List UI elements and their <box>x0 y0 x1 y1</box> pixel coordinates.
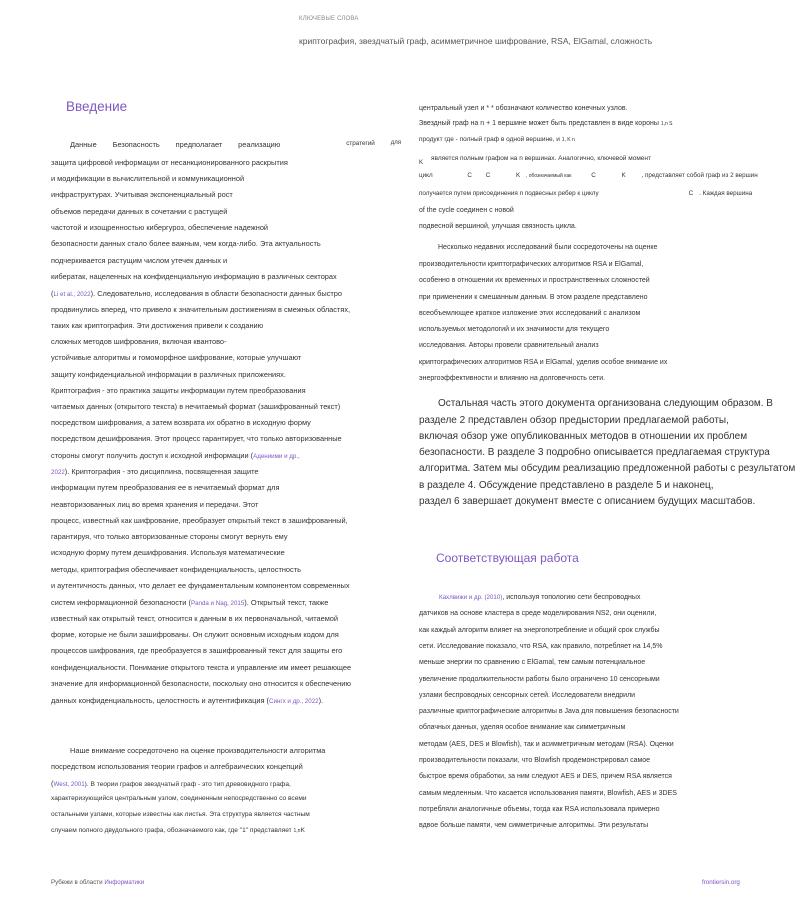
intro-line: форме, которые не были зашифрованы. Он служит основным исходным кодом для <box>51 630 339 639</box>
citation-link[interactable]: West, 2001 <box>53 781 85 788</box>
outline-line: разделе 2 представлен обзор предыстории предлагаемой работы, <box>419 415 729 426</box>
eval-line: всеобъемлющее краткое изложение этих исследований с анализом <box>419 310 641 317</box>
intro-lead-row <box>51 140 401 149</box>
cycle-line: цикл C C K , обозначаемый как C K , представляет собой граф из 2 вершин <box>419 172 758 179</box>
intro-line: кибератак, нацеленных на конфиденциальную информацию в различных секторах <box>51 272 337 281</box>
intro-line: и аутентичность данных, что делает ее фундаментальным компонентом современных <box>51 581 350 590</box>
related-line: потребляли аналогичные объемы, тогда как RSA использовала примерно <box>419 806 660 813</box>
lead-word: Данные <box>70 140 97 149</box>
outline-line: включая обзор уже опубликованных методов в отношении их проблем <box>419 431 748 442</box>
intro-line-cite: 2022). Криптография - это дисциплина, посвященная защите <box>51 467 259 476</box>
para2-line: случаем полного двудольного графа, обозначаемого как, где "1" представляет 1,nK <box>51 827 305 834</box>
eval-line: используемых методологий и их значимости для текущего <box>419 326 610 333</box>
intro-line: продвинулись вперед, что привело к значительным достижениям в смежных областях, <box>51 305 351 314</box>
para2-line: характеризующийся центральным узлом, соединенным непосредственно со всеми <box>51 795 307 802</box>
citation-link[interactable]: Li et al., 2022 <box>53 291 91 298</box>
related-line: как каждый алгоритм влияет на энергопотребление и общий срок службы <box>419 627 660 634</box>
star-line: Звездный граф на n + 1 вершине может быть представлен в виде короны 1,n S <box>419 120 673 127</box>
math-symbol: 1, K n <box>561 137 575 143</box>
eval-line: при применении к смешанным данным. В этом разделе представлено <box>419 294 648 301</box>
outline-line: в разделе 4. Обсуждение представлено в разделе 5 и наконец, <box>419 480 714 491</box>
lead-word: Безопасность <box>112 140 160 149</box>
intro-line: защита цифровой информации от несанкционированного раскрытия <box>51 158 288 167</box>
intro-line: информации путем преобразования ее в нечитаемый формат для <box>51 483 280 492</box>
intro-line: процессов шифрования, где преобразуется в зашифрованный текст для защиты его <box>51 646 343 655</box>
star-line: подвесной вершиной, улучшая связность цикла. <box>419 223 577 230</box>
cycle-line: получается путем присоединения n подвесных ребер к циклу C . Каждая вершина <box>419 190 753 197</box>
related-line-cite: Кахлвижи и др. (2010), используя топологию сети беспроводных <box>439 594 641 601</box>
eval-line: криптографических алгоритмов RSA и ElGamal, уделив особое внимание их <box>419 359 668 366</box>
intro-line-cite: (Li et al., 2022). Следовательно, исследования в области безопасности данных быстро <box>51 289 342 298</box>
citation-link[interactable]: Panda и Nag, 2015 <box>190 600 245 607</box>
related-line: методам (AES, DES и Blowfish), так и асимметричным методам (RSA). Оценки <box>419 741 674 748</box>
related-line: самым медленным. Что касается использования памяти, Blowfish, AES и 3DES <box>419 790 677 797</box>
math-symbol: K <box>300 827 305 834</box>
outline-line: алгоритма. Затем мы обсудим реализацию предложенной работы с результатом <box>419 463 796 474</box>
intro-line: неавторизованных лиц во время хранения и передачи. Этот <box>51 500 259 509</box>
para2-line-cite: (West, 2001). В теории графов звездчатый граф - это тип древовидного графа, <box>51 779 291 788</box>
math-subscript: 1,n <box>293 828 301 834</box>
citation-link[interactable]: Сингх и др., 2022 <box>269 698 319 705</box>
footer-site-link[interactable]: frontiersin.org <box>702 879 740 886</box>
related-line: различные криптографические алгоритмы в Java для повышения безопасности <box>419 708 679 715</box>
para2-line: Наше внимание сосредоточено на оценке производительности алгоритма <box>70 746 326 755</box>
intro-line: гарантируя, что только авторизованные стороны смогут вернуть ему <box>51 532 288 541</box>
intro-line: посредством дешифрования. Этот процесс гарантирует, что только авторизованные <box>51 434 342 443</box>
intro-line: инфраструктурах. Учитывая экспоненциальный рост <box>51 190 233 199</box>
keywords-label: КЛЮЧЕВЫЕ СЛОВА <box>299 16 359 22</box>
related-line: вдвое больше памяти, чем симметричные алгоритмы. Эти результаты <box>419 822 649 829</box>
star-line: of the cycle соединен с новой <box>419 207 514 214</box>
related-line: датчиков на основе кластера в среде моделирования NS2, они оценили, <box>419 610 657 617</box>
math-subscript: 1,n S <box>660 121 673 127</box>
intro-line-cite: данных конфиденциальность, целостность и аутентификация (Сингх и др., 2022). <box>51 696 324 705</box>
eval-line: производительности криптографических алгоритмов RSA и ElGamal, <box>419 261 644 268</box>
citation-link[interactable]: Кахлвижи и др. (2010) <box>439 594 503 601</box>
related-line: узлами беспроводных сенсорных сетей. Исследователи внедрили <box>419 692 636 699</box>
related-heading: Соответствующая работа <box>436 551 579 565</box>
intro-line: известный как открытый текст, относится к данным в их первоначальной, читаемой <box>51 614 339 623</box>
related-line: быстрое время обработки, за ним следуют AES и DES, причем RSA является <box>419 773 672 780</box>
related-line: увеличение продолжительности работы было ограничено 10 сенсорными <box>419 676 660 683</box>
outline-line: Остальная часть этого документа организована следующим образом. В <box>438 398 773 409</box>
lead-word: предполагает <box>175 140 223 149</box>
intro-line: посредством шифрования, а затем возврата их обратно в исходную форму <box>51 418 311 427</box>
intro-line: значение для информационной безопасности, поскольку оно относится к обеспечению <box>51 679 351 688</box>
intro-line: подчеркивается растущим числом утечек данных и <box>51 256 228 265</box>
intro-heading: Введение <box>66 99 128 114</box>
star-line: Kявляется полным графом на n вершинах. Аналогично, ключевой момент <box>419 155 651 166</box>
intro-line: таких как криптография. Эти достижения привели к созданию <box>51 321 264 330</box>
intro-line: Криптография - это практика защиты информации путем преобразования <box>51 386 306 395</box>
citation-link[interactable]: 2022 <box>51 469 65 476</box>
intro-line-cite: стороны смогут получить доступ к исходной информации (Адениими и др., <box>51 451 300 460</box>
intro-line: сложных методов шифрования, включая квантово- <box>51 337 227 346</box>
star-line: центральный узел и * * обозначают количество конечных узлов. <box>419 105 628 112</box>
eval-line: Несколько недавних исследований были сосредоточены на оценке <box>438 244 658 251</box>
citation-link[interactable]: Адениими и др., <box>253 453 300 460</box>
related-line: меньше энергии по сравнению с ElGamal, тем самым потенциальное <box>419 659 646 666</box>
eval-line: особенно в отношении их временных и пространственных сложностей <box>419 277 650 284</box>
math-symbol: K <box>419 160 424 166</box>
intro-line: и модификации в вычислительной и коммуникационной <box>51 174 245 183</box>
related-line: производительности показали, что Blowfish продемонстрировал самое <box>419 757 651 764</box>
intro-line: безопасности данных стало более важным, чем когда-либо. Эта актуальность <box>51 239 321 248</box>
intro-line: конфиденциальности. Понимание открытого текста и управление им имеет решающее <box>51 663 352 672</box>
lead-word: для <box>390 140 401 146</box>
star-line: продукт где - полный граф в одной вершине, и 1, K n <box>419 136 575 143</box>
keywords-text: криптография, звездчатый граф, асимметричное шифрование, RSA, ElGamal, сложность <box>299 36 653 46</box>
intro-line: исходную форму путем дешифрования. Используя математические <box>51 548 285 557</box>
lead-word: реализацию <box>238 140 281 149</box>
intro-line: процесс, известный как шифрование, преобразует открытый текст в зашифрованный, <box>51 516 348 525</box>
para2-line: посредством использования теории графов и алгебраических концепций <box>51 762 303 771</box>
outline-line: раздел 6 завершает документ вместе с описанием будущих масштабов. <box>419 496 756 507</box>
related-line: сети. Исследование показало, что RSA, как правило, потребляет на 14,5% <box>419 643 663 650</box>
intro-line: устойчивые алгоритмы и гомоморфное шифрование, которые улучшают <box>51 353 302 362</box>
intro-line: частотой и изощренностью кибергуроз, обеспечение надежной <box>51 223 269 232</box>
lead-word: стратегий <box>346 140 375 147</box>
intro-line-cite: систем информационной безопасности (Panda и Nag, 2015). Открытый текст, также <box>51 598 329 607</box>
footer-journal: Рубежи в области Информатики <box>51 879 145 886</box>
intro-line: методы, криптография обеспечивает конфиденциальность, целостность <box>51 565 301 574</box>
para2-line: остальными узлами, которые известны как листья. Эта структура является частным <box>51 811 310 818</box>
eval-line: энергоэффективности и влиянию на долговечность сети. <box>419 375 606 382</box>
intro-line: читаемых данных (открытого текста) в нечитаемый формат (зашифрованный текст) <box>51 402 341 411</box>
intro-line: объемов передачи данных в сочетании с растущей <box>51 207 228 216</box>
outline-line: безопасности. В разделе 3 подробно описывается предлагаемая структура <box>419 447 770 458</box>
intro-line: защиту конфиденциальной информации в различных приложениях. <box>51 370 286 379</box>
related-line: облачных данных, уделяя особое внимание как симметричным <box>419 724 626 731</box>
eval-line: исследования. Авторы провели сравнительный анализ <box>419 342 599 349</box>
